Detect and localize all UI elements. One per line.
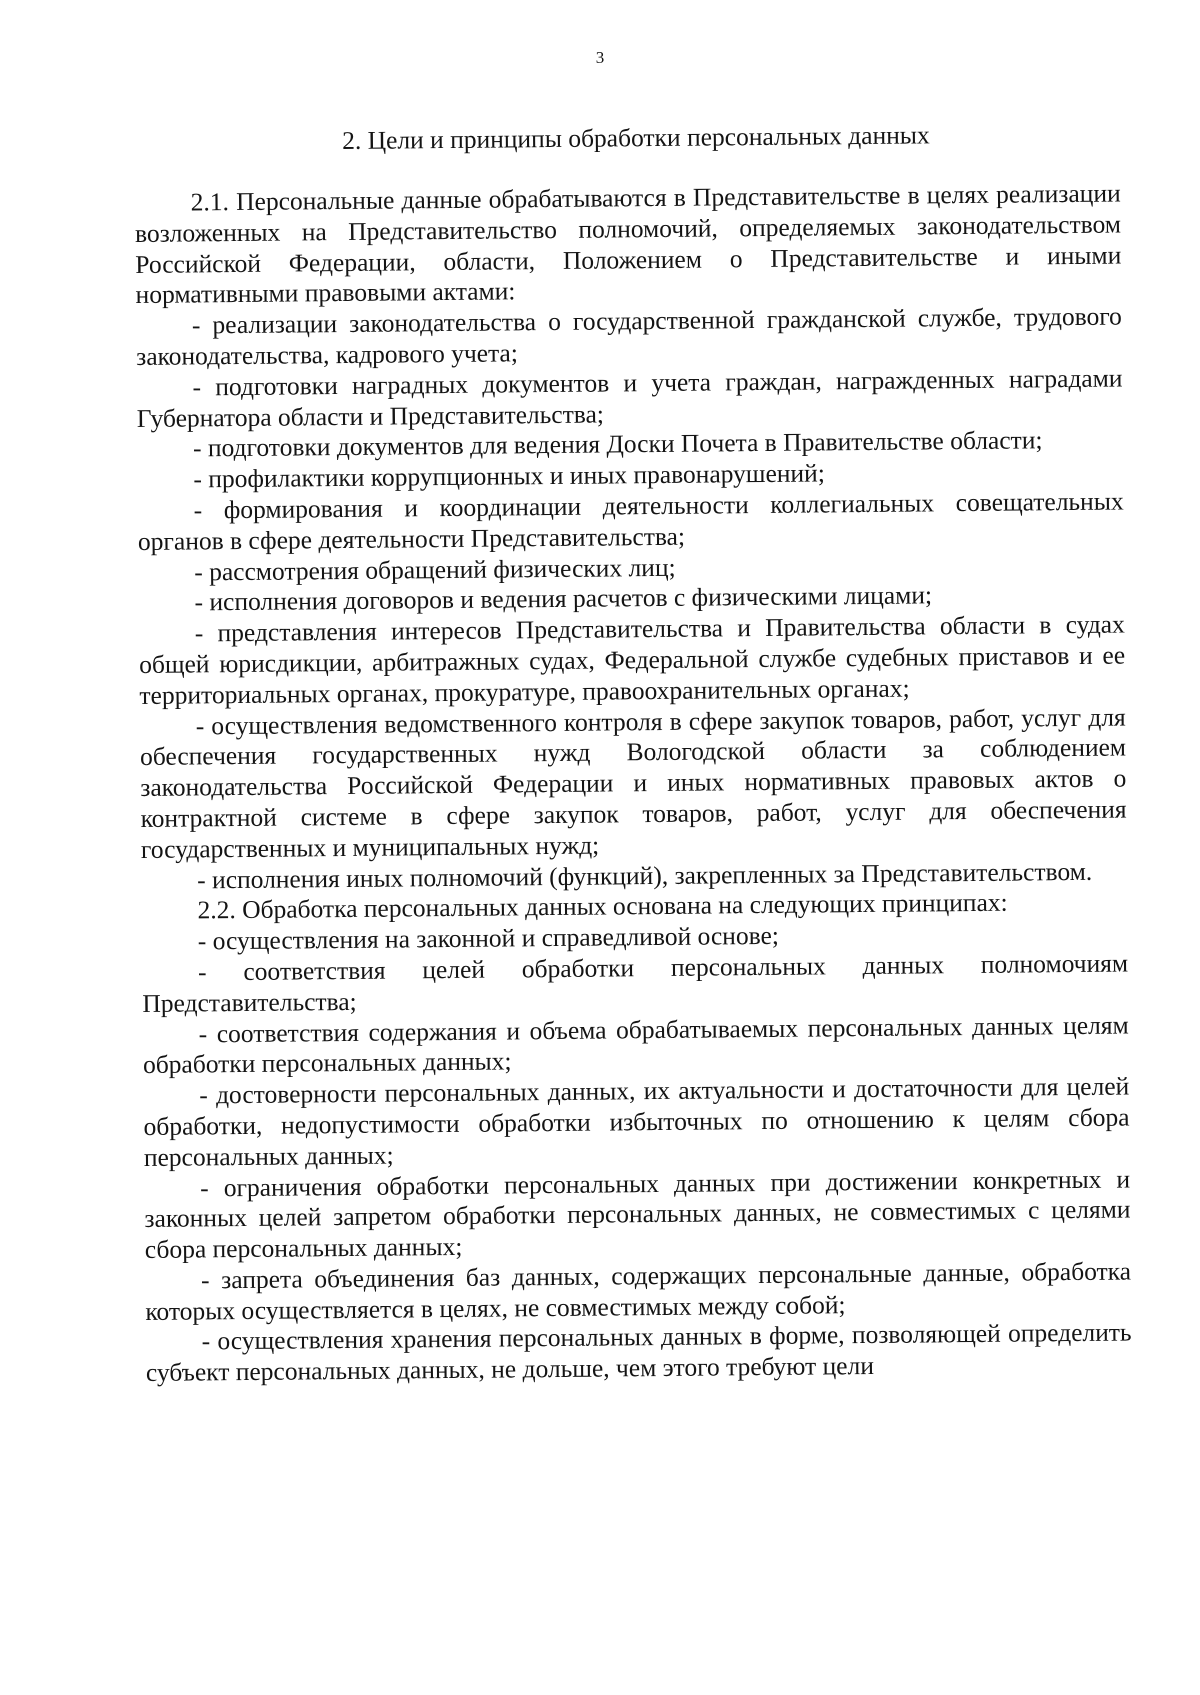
principle-database-merge-ban: - запрета объединения баз данных, содержащих персональные данные, обработка которых осуществляется в целях, не совместимых между собой; (145, 1256, 1132, 1326)
document-body (134, 119, 1132, 1389)
principle-lawful-basis: - осуществления на законной и справедливой основе; (197, 920, 780, 956)
list-item-awards: - подготовки наградных документов и учета граждан, награжденных наградами Губернатора области и Представительства; (136, 363, 1123, 433)
list-item-collegial-bodies: - формирования и координации деятельности коллегиальных совещательных органов в сфере деятельности Представительства; (137, 486, 1124, 556)
list-item-civil-service: - реализации законодательства о государственной гражданской службе, трудового законодательства, кадрового учета; (136, 301, 1122, 371)
page-number: 3 (595, 48, 605, 67)
principle-content-volume: - соответствия содержания и объема обрабатываемых персональных данных целям обработки персональных данных; (142, 1010, 1129, 1080)
principle-storage: - осуществления хранения персональных данных в форме, позволяющей определить субъект персональных данных, не дольше, чем этого требуют цели (145, 1317, 1132, 1388)
section-title: 2. Цели и принципы обработки персональных данных (341, 120, 930, 156)
list-item-other-powers: - исполнения иных полномочий (функций), закрепленных за Представительством. (197, 856, 1093, 894)
list-item-appeals: - рассмотрения обращений физических лиц; (194, 552, 676, 587)
paragraph-2-2-intro: 2.2. Обработка персональных данных основана на следующих принципах: (197, 887, 1008, 925)
principle-limitation: - ограничения обработки персональных данных при достижении конкретных и законных целей запретом обработки персональных данных, не совместимых с целями сбора персональных данных; (144, 1163, 1131, 1265)
principle-purpose-compliance: - соответствия целей обработки персональных данных полномочиям Представительства; (142, 948, 1129, 1018)
list-item-honor-board: - подготовки документов для ведения Доски Почета в Правительстве области; (192, 425, 1043, 463)
paragraph-2-1-intro: 2.1. Персональные данные обрабатываются в Представительстве в целях реализации возложенных на Представительство полномочий, определяемых законодательством Российской Федерации, области, Положением о Представительстве и иными нормативными правовыми актами: (134, 178, 1122, 310)
list-item-representation: - представления интересов Представительства и Правительства области в судах общей юрисдикции, арбитражных судах, Федеральной службе судебных приставов и ее территориальных органах, прокуратуре, правоохранительных органах; (139, 609, 1126, 710)
list-item-corruption-prevention: - профилактики коррупционных и иных правонарушений; (193, 458, 825, 494)
list-item-contracts: - исполнения договоров и ведения расчетов с физическими лицами; (194, 580, 933, 617)
principle-accuracy: - достоверности персональных данных, их актуальности и достаточности для целей обработки, недопустимости обработки избыточных по отношению к целям сбора персональных данных; (143, 1071, 1130, 1172)
list-item-procurement-control: - осуществления ведомственного контроля в сфере закупок товаров, работ, услуг для обеспечения государственных нужд Вологодской области за соблюдением законодательства Российской Федерации и иных нормативных правовых актов о контрактной системе в сфере закупок товаров, работ, услуг для обеспечения государственных и муниципальных нужд; (139, 702, 1127, 864)
